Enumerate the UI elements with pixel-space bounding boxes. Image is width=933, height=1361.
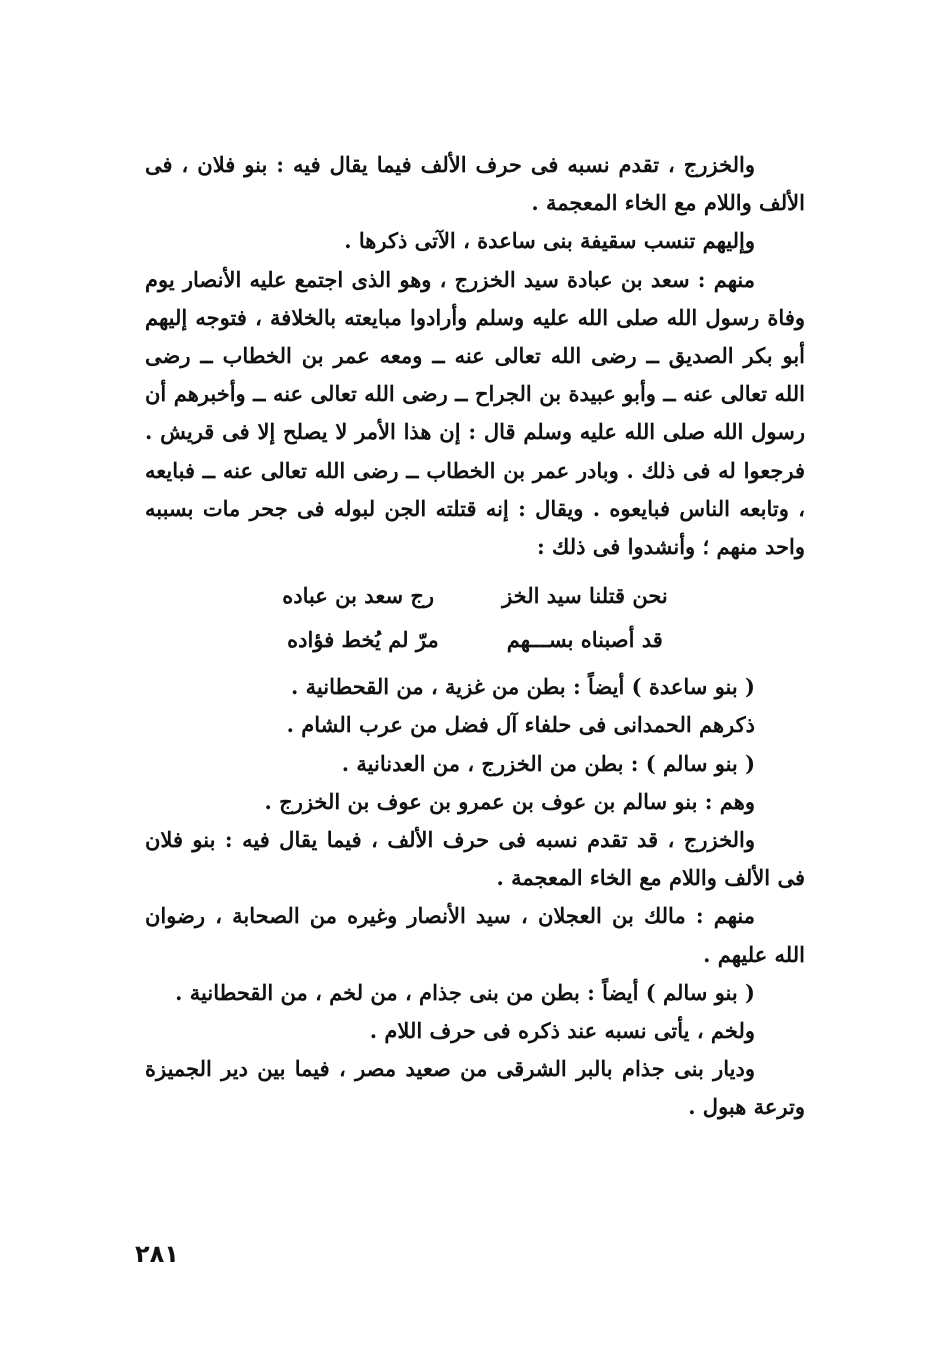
poem-hemistich-first: نحن قتلنا سيد الخز xyxy=(502,583,668,609)
paragraph: ( بنو ساعدة ) أيضاً : بطن من غزية ، من القحطانية . xyxy=(291,674,755,700)
paragraph: والخزرج ، تقدم نسبه فى حرف الألف فيما يقال فيه : بنو فلان ، فى الألف واللام مع الخاء المعجمة . xyxy=(145,152,805,216)
paragraph: وديار بنى جذام بالبر الشرقى من صعيد مصر ، فيما بين دير الجميزة وترعة هبول . xyxy=(145,1056,805,1120)
paragraph: منهم : مالك بن العجلان ، سيد الأنصار وغيره من الصحابة ، رضوان الله عليهم . xyxy=(145,903,805,967)
paragraph: ( بنو سالم ) : بطن من الخزرج ، من العدنانية . xyxy=(341,750,755,776)
paragraph: ولخم ، يأتى نسبه عند ذكره فى حرف اللام . xyxy=(369,1018,755,1044)
poem xyxy=(145,574,805,662)
poem-hemistich-second: رج سعد بن عباده xyxy=(282,583,435,609)
poem-verse xyxy=(145,618,805,662)
paragraph: منهم : سعد بن عبادة سيد الخزرج ، وهو الذى اجتمع عليه الأنصار يوم وفاة رسول الله صلى الله عليه وسلم وأرادوا مبايعته بالخلافة ، فتوجه إليهم أبو بكر الصديق ــ رضى الله تعالى عنه ــ ومعه عمر بن الخطاب ــ رضى الله تعالى عنه ــ وأبو عبيدة بن الجراح ــ رضى الله تعالى عنه ــ وأخبرهم أن رسول الله صلى الله عليه وسلم قال : إن هذا الأمر لا يصلح إلا فى قريش . فرجعوا له فى ذلك . وبادر عمر بن الخطاب ــ رضى الله تعالى عنه ــ فبايعه ، وتابعه الناس فبايعوه . ويقال : إنه قتلته الجن لبوله فى جحر مات بسببه واحد منهم ؛ وأنشدوا فى ذلك : xyxy=(145,266,805,560)
page-number: ٢٨١ xyxy=(135,1240,179,1268)
paragraph: ذكرهم الحمدانى فى حلفاء آل فضل من عرب الشام . xyxy=(286,712,755,738)
body-text xyxy=(145,146,805,1127)
poem-verse xyxy=(145,574,805,618)
poem-hemistich-second: مرّ لم يُخط فؤاده xyxy=(287,627,439,653)
paragraph: والخزرج ، قد تقدم نسبه فى حرف الألف ، فيما يقال فيه : بنو فلان فى الألف واللام مع الخاء المعجمة . xyxy=(145,827,805,891)
paragraph: وهم : بنو سالم بن عوف بن عمرو بن عوف بن الخزرج . xyxy=(264,788,755,814)
paragraph: ( بنو سالم ) أيضاً : بطن من بنى جذام ، من لخم ، من القحطانية . xyxy=(175,979,755,1005)
poem-hemistich-first: قد أصبناه بســـهم xyxy=(506,627,663,653)
paragraph: وإليهم تنسب سقيفة بنى ساعدة ، الآتى ذكرها . xyxy=(344,228,755,254)
